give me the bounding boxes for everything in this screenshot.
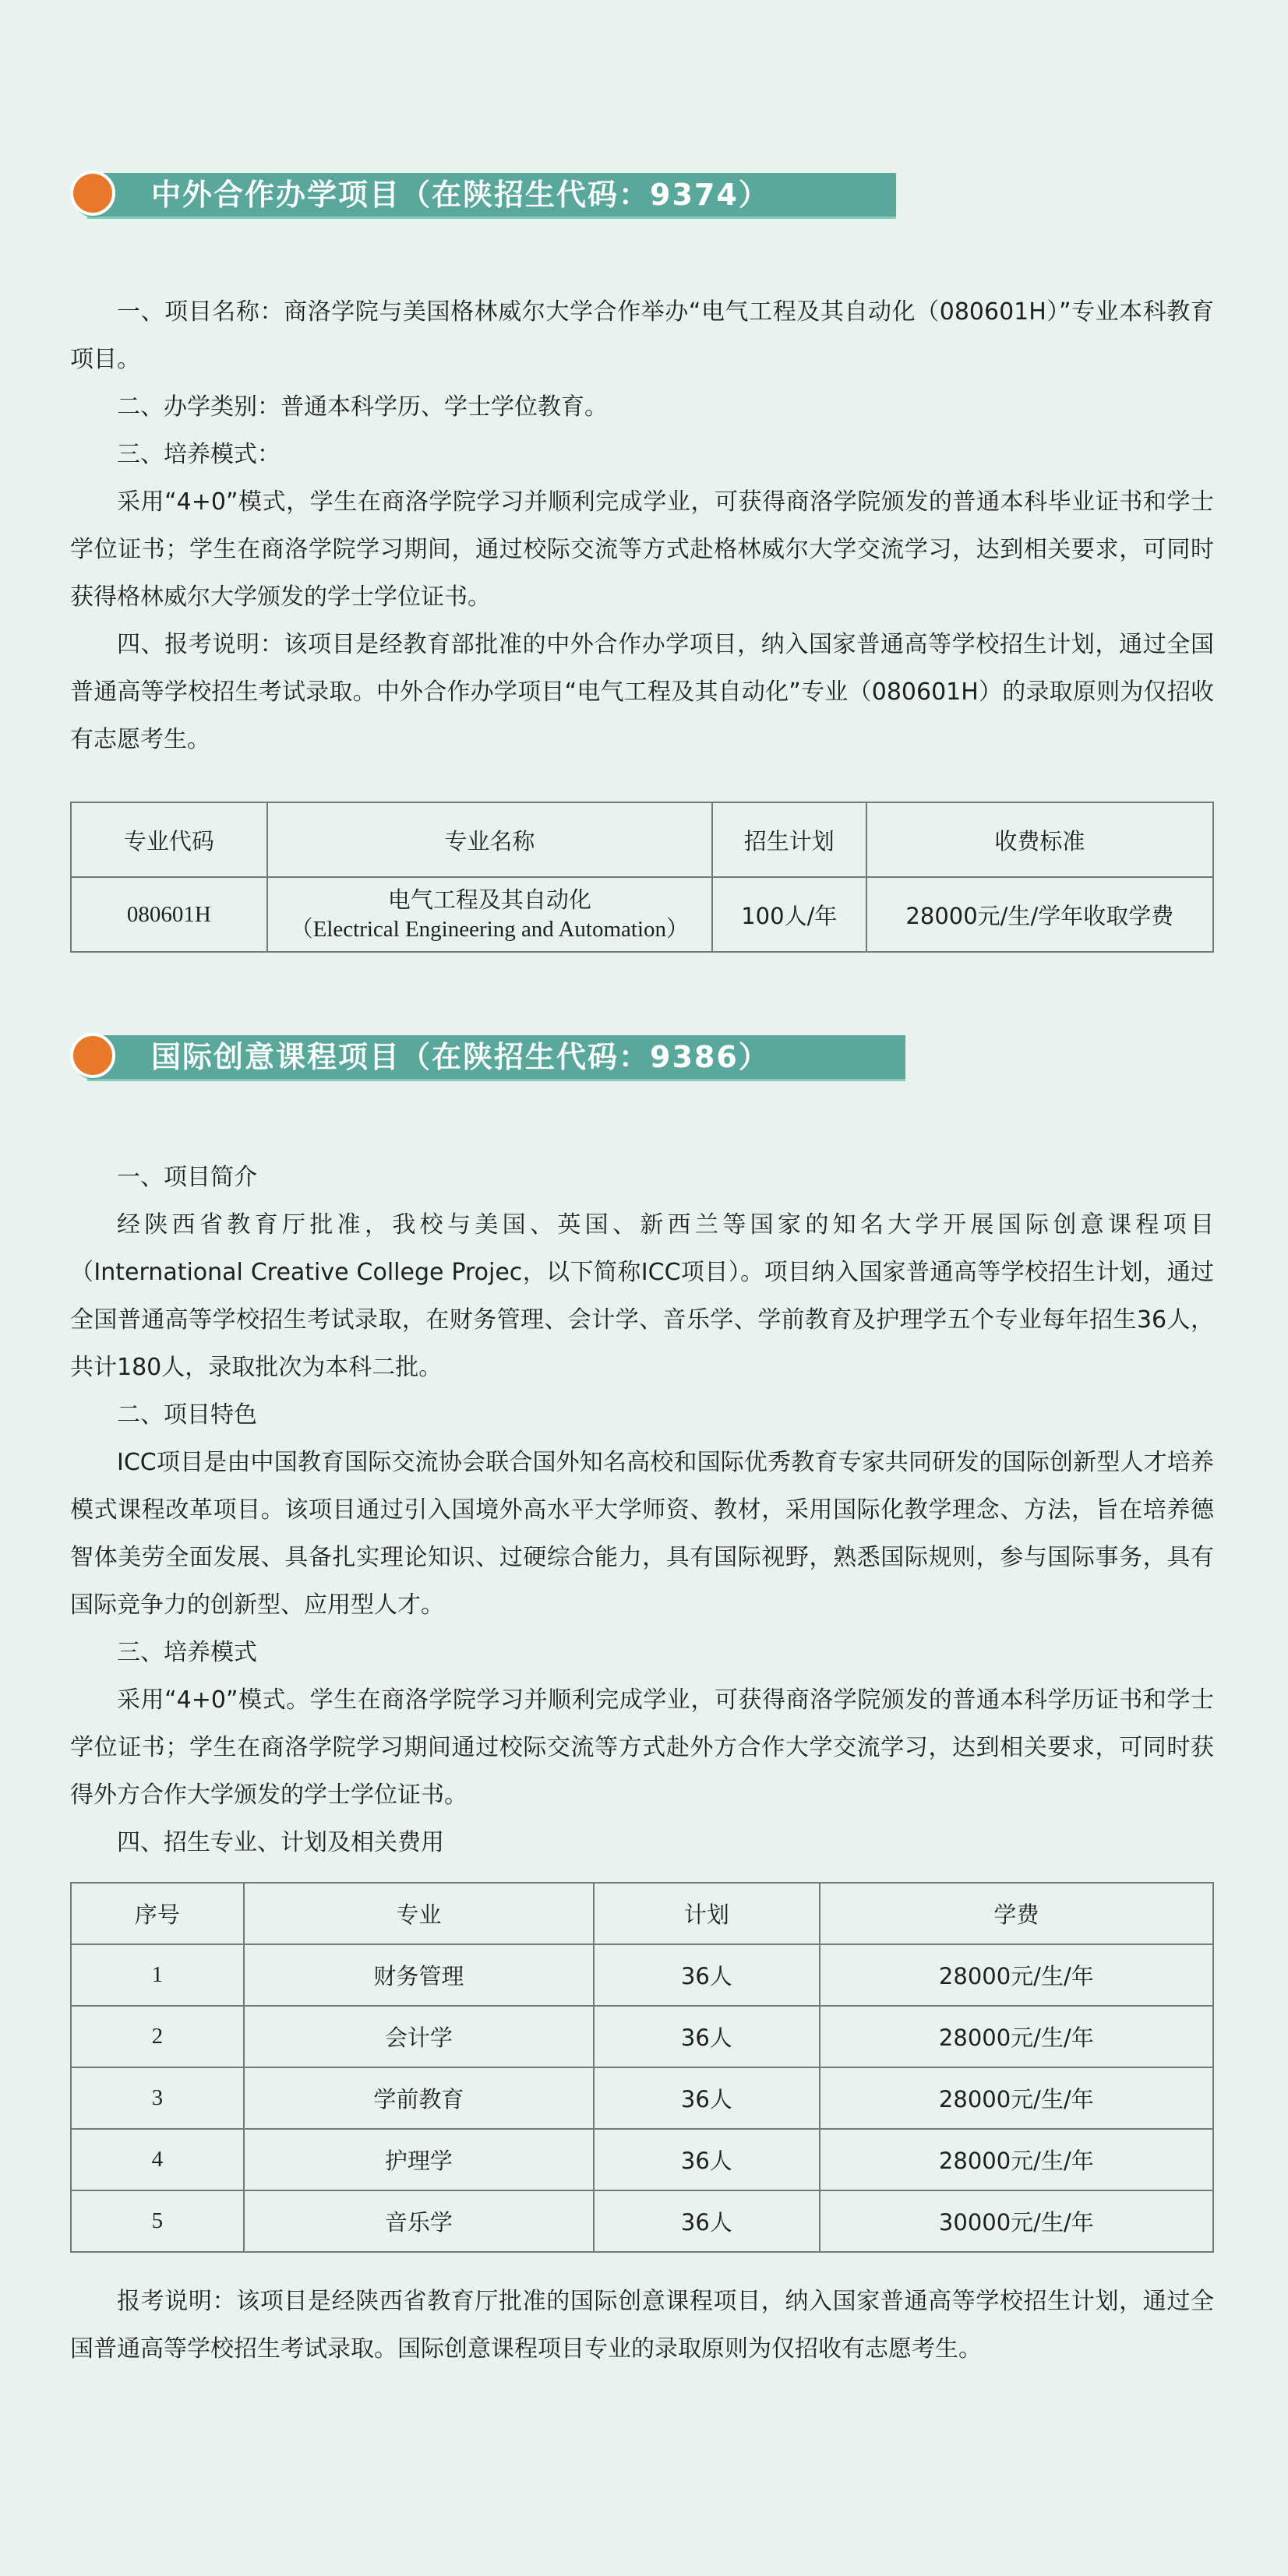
enrollment-plan: 100人/年 bbox=[712, 877, 866, 952]
table-header: 专业 bbox=[244, 1883, 594, 1944]
row-number: 5 bbox=[71, 2190, 244, 2252]
major: 学前教育 bbox=[244, 2067, 594, 2129]
table-header: 招生计划 bbox=[712, 802, 866, 877]
section1-banner bbox=[70, 173, 896, 217]
section1-body bbox=[70, 288, 1214, 763]
paragraph: 采用“4+0”模式，学生在商洛学院学习并顺利完成学业，可获得商洛学院颁发的普通本科毕业证书和学士学位证书；学生在商洛学院学习期间，通过校际交流等方式赴格林威尔大学交流学习，达到相关要求，可同时获得格林威尔大学颁发的学士学位证书。 bbox=[70, 488, 1214, 611]
paragraph: 经陕西省教育厅批准，我校与美国、英国、新西兰等国家的知名大学开展国际创意课程项目（International Creative College Projec，以下简称ICC项目）。项目纳入国家普通高等学校招生计划，通过全国普通高等学校招生考试录取，在财务管理、会计学、音乐学、学前教育及护理学五个专业每年招生36人，共计180人，录取批次为本科二批。 bbox=[70, 1211, 1214, 1381]
table-row bbox=[71, 1944, 1213, 2006]
paragraph: 四、报考说明：该项目是经教育部批准的中外合作办学项目，纳入国家普通高等学校招生计划，通过全国普通高等学校招生考试录取。中外合作办学项目“电气工程及其自动化”专业（080601H）的录取原则为仅招收有志愿考生。 bbox=[70, 631, 1214, 753]
section2-body bbox=[70, 1154, 1214, 1866]
major: 护理学 bbox=[244, 2129, 594, 2190]
paragraph: 一、项目简介 bbox=[117, 1164, 257, 1191]
fee-standard: 28000元/生/学年收取学费 bbox=[866, 877, 1213, 952]
paragraph: ICC项目是由中国教育国际交流协会联合国外知名高校和国际优秀教育专家共同研发的国际创新型人才培养模式课程改革项目。该项目通过引入国境外高水平大学师资、教材，采用国际化教学理念、方法，旨在培养德智体美劳全面发展、具备扎实理论知识、过硬综合能力，具有国际视野，熟悉国际规则，参与国际事务，具有国际竞争力的创新型、应用型人才。 bbox=[70, 1449, 1214, 1619]
section1-title: 中外合作办学项目（在陕招生代码：9374） bbox=[151, 178, 770, 212]
paragraph: 三、培养模式： bbox=[117, 441, 281, 468]
major: 财务管理 bbox=[244, 1944, 594, 2006]
plan: 36人 bbox=[594, 2067, 820, 2129]
orange-circle-icon bbox=[70, 1033, 115, 1078]
plan: 36人 bbox=[594, 2190, 820, 2252]
section2-note-block bbox=[70, 2278, 1214, 2373]
table-header: 序号 bbox=[71, 1883, 244, 1944]
paragraph: 采用“4+0”模式。学生在商洛学院学习并顺利完成学业，可获得商洛学院颁发的普通本科学历证书和学士学位证书；学生在商洛学院学习期间通过校际交流等方式赴外方合作大学交流学习，达到相关要求，可同时获得外方合作大学颁发的学士学位证书。 bbox=[70, 1686, 1214, 1809]
tuition: 28000元/生/年 bbox=[820, 2006, 1213, 2067]
row-number: 1 bbox=[71, 1944, 244, 2006]
table-header: 学费 bbox=[820, 1883, 1213, 1944]
tuition: 28000元/生/年 bbox=[820, 2067, 1213, 2129]
table-row bbox=[71, 2006, 1213, 2067]
major: 音乐学 bbox=[244, 2190, 594, 2252]
table-header-row bbox=[71, 802, 1213, 877]
registration-note: 报考说明：该项目是经陕西省教育厅批准的国际创意课程项目，纳入国家普通高等学校招生计划，通过全国普通高等学校招生考试录取。国际创意课程项目专业的录取原则为仅招收有志愿考生。 bbox=[70, 2288, 1214, 2363]
row-number: 4 bbox=[71, 2129, 244, 2190]
section2-title: 国际创意课程项目（在陕招生代码：9386） bbox=[151, 1040, 770, 1074]
table-row bbox=[71, 2067, 1213, 2129]
row-number: 2 bbox=[71, 2006, 244, 2067]
table-header: 专业代码 bbox=[71, 802, 267, 877]
section1-table bbox=[70, 802, 1214, 953]
paragraph: 一、项目名称：商洛学院与美国格林威尔大学合作举办“电气工程及其自动化（080601H）”专业本科教育项目。 bbox=[70, 298, 1214, 373]
major-code: 080601H bbox=[71, 877, 267, 952]
plan: 36人 bbox=[594, 1944, 820, 2006]
table-header: 专业名称 bbox=[267, 802, 712, 877]
major-name-cell bbox=[267, 877, 712, 952]
major: 会计学 bbox=[244, 2006, 594, 2067]
table-header: 计划 bbox=[594, 1883, 820, 1944]
table-row bbox=[71, 877, 1213, 952]
table-header-row bbox=[71, 1883, 1213, 1944]
paragraph: 四、招生专业、计划及相关费用 bbox=[117, 1829, 444, 1856]
row-number: 3 bbox=[71, 2067, 244, 2129]
tuition: 30000元/生/年 bbox=[820, 2190, 1213, 2252]
section2-table bbox=[70, 1882, 1214, 2253]
table-header: 收费标准 bbox=[866, 802, 1213, 877]
section2-banner bbox=[70, 1035, 905, 1079]
major-name-cn: 电气工程及其自动化 bbox=[387, 886, 591, 913]
table-row bbox=[71, 2129, 1213, 2190]
tuition: 28000元/生/年 bbox=[820, 1944, 1213, 2006]
tuition: 28000元/生/年 bbox=[820, 2129, 1213, 2190]
paragraph: 二、项目特色 bbox=[117, 1401, 257, 1429]
paragraph: 三、培养模式 bbox=[117, 1639, 257, 1666]
paragraph: 二、办学类别：普通本科学历、学士学位教育。 bbox=[117, 393, 608, 421]
table-row bbox=[71, 2190, 1213, 2252]
plan: 36人 bbox=[594, 2129, 820, 2190]
plan: 36人 bbox=[594, 2006, 820, 2067]
major-name-en: （Electrical Engineering and Automation） bbox=[290, 917, 690, 942]
orange-circle-icon bbox=[70, 171, 115, 216]
